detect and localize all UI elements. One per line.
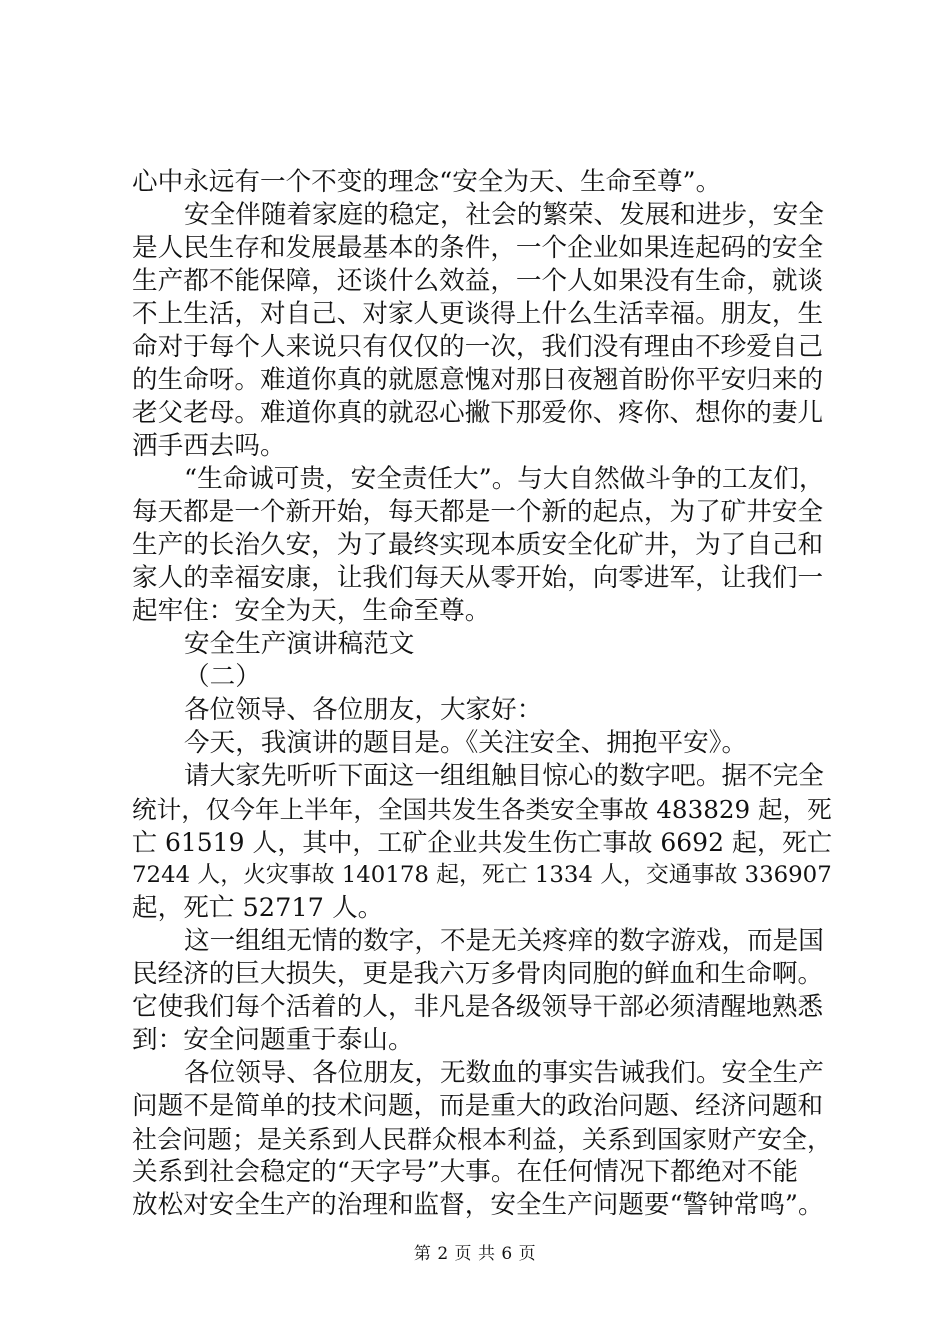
text-line: 起牢住：安全为天，生命至尊。	[132, 596, 491, 626]
text-line: 不上生活，对自己、对家人更谈得上什么生活幸福。朋友，生	[132, 299, 824, 329]
text-line: 安全生产演讲稿范文	[184, 629, 415, 659]
text-line: 它使我们每个活着的人，非凡是各级领导干部必须清醒地熟悉	[132, 992, 824, 1022]
text-line: 问题不是简单的技术问题，而是重大的政治问题、经济问题和	[132, 1091, 824, 1121]
text-line: 到：安全问题重于泰山。	[132, 1025, 414, 1055]
text-line: 命对于每个人来说只有仅仅的一次，我们没有理由不珍爱自己	[132, 332, 824, 362]
text-line: 社会问题；是关系到人民群众根本利益，关系到国家财产安全，	[132, 1125, 833, 1154]
text-line: 7244 人，火灾事故 140178 起，死亡 1334 人，交通事故 336907	[132, 862, 832, 888]
text-line: 起，死亡 52717 人。	[132, 893, 384, 923]
text-line: 民经济的巨大损失，更是我六万多骨肉同胞的鲜血和生命啊。	[132, 959, 824, 989]
text-line: 生产的长治久安，为了最终实现本质安全化矿井，为了自己和	[132, 530, 824, 560]
text-line: 各位领导、各位朋友，无数血的事实告诫我们。安全生产	[184, 1058, 824, 1088]
text-line: 洒手西去吗。	[132, 431, 286, 461]
text-line: 请大家先听听下面这一组组触目惊心的数字吧。据不完全	[184, 761, 824, 791]
text-line: 各位领导、各位朋友，大家好：	[184, 695, 543, 725]
text-line: 亡 61519 人，其中，工矿企业共发生伤亡事故 6692 起，死亡	[132, 828, 832, 857]
text-line: 的生命呀。难道你真的就愿意愧对那日夜翘首盼你平安归来的	[132, 365, 824, 395]
page-number-footer: 第 2 页 共 6 页	[413, 1244, 537, 1264]
text-line: 放松对安全生产的治理和监督，安全生产问题要“警钟常鸣”。	[132, 1190, 824, 1220]
text-line: 统计，仅今年上半年，全国共发生各类安全事故 483829 起，死	[132, 795, 832, 824]
text-line: 是人民生存和发展最基本的条件，一个企业如果连起码的安全	[132, 233, 824, 263]
text-line: （二）	[184, 662, 261, 692]
text-line: 家人的幸福安康，让我们每天从零开始，向零进军，让我们一	[132, 563, 824, 593]
text-line: 安全伴随着家庭的稳定，社会的繁荣、发展和进步，安全	[184, 200, 824, 230]
text-line: 今天，我演讲的题目是。《关注安全、拥抱平安》。	[184, 728, 748, 758]
text-line: 生产都不能保障，还谈什么效益，一个人如果没有生命，就谈	[132, 266, 824, 296]
text-line: 这一组组无情的数字，不是无关疼痒的数字游戏，而是国	[184, 926, 824, 956]
text-line: “生命诚可贵，安全责任大”。与大自然做斗争的工友们，	[184, 464, 825, 494]
text-line: 心中永远有一个不变的理念“安全为天、生命至尊”。	[132, 167, 722, 197]
text-line: 每天都是一个新开始，每天都是一个新的起点，为了矿井安全	[132, 497, 824, 527]
text-line: 关系到社会稳定的“天字号”大事。在任何情况下都绝对不能	[132, 1157, 799, 1187]
document-body	[132, 166, 832, 1222]
text-line: 老父老母。难道你真的就忍心撇下那爱你、疼你、想你的妻儿	[132, 398, 824, 428]
